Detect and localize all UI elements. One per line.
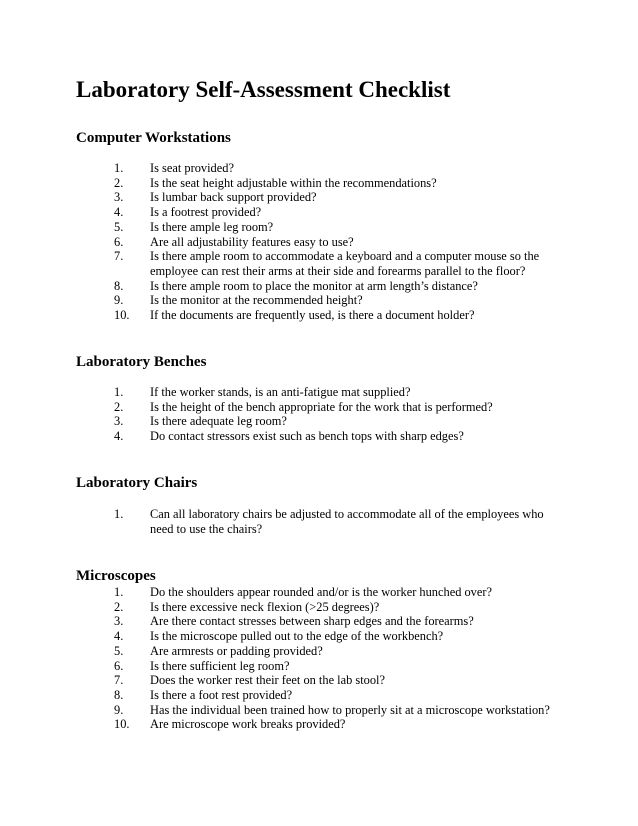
item-number: 5. — [114, 643, 124, 658]
item-number: 3. — [114, 414, 124, 429]
item-number: 4. — [114, 205, 124, 220]
item-text: Has the individual been trained how to properly sit at a microscope workstation? — [150, 702, 550, 717]
item-number: 3. — [114, 190, 124, 205]
item-number: 4. — [114, 429, 124, 444]
item-number: 10. — [114, 308, 130, 323]
item-text: Is there adequate leg room? — [150, 414, 287, 429]
item-text: Is there ample leg room? — [150, 219, 274, 234]
item-text: Is there excessive neck flexion (>25 degrees)? — [150, 599, 380, 614]
list-item — [76, 235, 570, 250]
item-text: Are armrests or padding provided? — [150, 643, 323, 658]
item-text: Is the monitor at the recommended height? — [150, 293, 363, 308]
checklist — [76, 507, 596, 536]
list-item — [76, 400, 570, 415]
item-number: 4. — [114, 629, 124, 644]
item-text: Is seat provided? — [150, 161, 234, 175]
item-text: If the documents are frequently used, is there a document holder? — [150, 308, 475, 323]
section-laboratory-benches — [76, 353, 596, 444]
item-number: 9. — [114, 702, 124, 717]
item-number: 2. — [114, 175, 124, 190]
section-heading: Laboratory Chairs — [76, 475, 198, 491]
item-text: Are microscope work breaks provided? — [150, 717, 346, 732]
item-number: 9. — [114, 293, 124, 308]
list-item — [76, 308, 570, 323]
item-text: Are there contact stresses between sharp edges and the forearms? — [150, 614, 474, 629]
item-number: 2. — [114, 399, 124, 414]
item-text: Is the height of the bench appropriate for the work that is performed? — [150, 399, 493, 414]
page-title: Laboratory Self-Assessment Checklist — [76, 77, 451, 102]
item-text: Is the microscope pulled out to the edge of the workbench? — [150, 629, 444, 644]
section-computer-workstations — [76, 129, 596, 323]
list-item — [76, 585, 570, 600]
list-item — [76, 507, 570, 536]
item-number: 6. — [114, 658, 124, 673]
section-heading: Microscopes — [76, 568, 156, 584]
checklist — [76, 161, 596, 323]
list-item — [76, 249, 570, 278]
item-text: If the worker stands, is an anti-fatigue mat supplied? — [150, 385, 411, 399]
item-number: 7. — [114, 673, 124, 688]
item-text: Is there sufficient leg room? — [150, 658, 290, 673]
list-item — [76, 279, 570, 294]
item-number: 6. — [114, 234, 124, 249]
item-text: Is there ample room to place the monitor at arm length’s distance? — [150, 278, 478, 293]
item-text: Is the seat height adjustable within the recommendations? — [150, 175, 437, 190]
list-item — [76, 629, 570, 644]
list-item — [76, 385, 570, 400]
item-text: Can all laboratory chairs be adjusted to accommodate all of the employees who need to use the chairs? — [150, 507, 544, 536]
item-number: 1. — [114, 585, 124, 599]
list-item — [76, 644, 570, 659]
item-text: Does the worker rest their feet on the lab stool? — [150, 673, 385, 688]
item-text: Is lumbar back support provided? — [150, 190, 317, 205]
list-item — [76, 600, 570, 615]
item-number: 7. — [114, 249, 124, 264]
list-item — [76, 220, 570, 235]
item-number: 8. — [114, 687, 124, 702]
item-text: Is a footrest provided? — [150, 205, 262, 220]
checklist — [76, 385, 596, 444]
item-number: 10. — [114, 717, 130, 732]
section-laboratory-chairs — [76, 474, 596, 536]
list-item — [76, 688, 570, 703]
list-item — [76, 659, 570, 674]
list-item — [76, 205, 570, 220]
item-text: Do the shoulders appear rounded and/or is the worker hunched over? — [150, 585, 493, 599]
section-heading: Laboratory Benches — [76, 354, 207, 370]
list-item — [76, 717, 570, 732]
list-item — [76, 293, 570, 308]
list-item — [76, 429, 570, 444]
list-item — [76, 190, 570, 205]
item-number: 3. — [114, 614, 124, 629]
item-number: 2. — [114, 599, 124, 614]
list-item — [76, 414, 570, 429]
item-text: Do contact stressors exist such as bench tops with sharp edges? — [150, 429, 464, 444]
list-item — [76, 161, 570, 176]
list-item — [76, 614, 570, 629]
item-number: 1. — [114, 161, 124, 175]
item-number: 8. — [114, 278, 124, 293]
section-heading: Computer Workstations — [76, 130, 231, 146]
list-item — [76, 703, 570, 718]
item-number: 1. — [114, 507, 124, 521]
item-text: Is there a foot rest provided? — [150, 687, 293, 702]
section-microscopes — [76, 567, 596, 732]
item-number: 1. — [114, 385, 124, 399]
item-text: Is there ample room to accommodate a keyboard and a computer mouse so the employee can rest their arms at their side and forearms parallel to the floor? — [150, 249, 540, 278]
list-item — [76, 673, 570, 688]
item-text: Are all adjustability features easy to use? — [150, 234, 354, 249]
item-number: 5. — [114, 219, 124, 234]
checklist — [76, 585, 596, 732]
list-item — [76, 176, 570, 191]
